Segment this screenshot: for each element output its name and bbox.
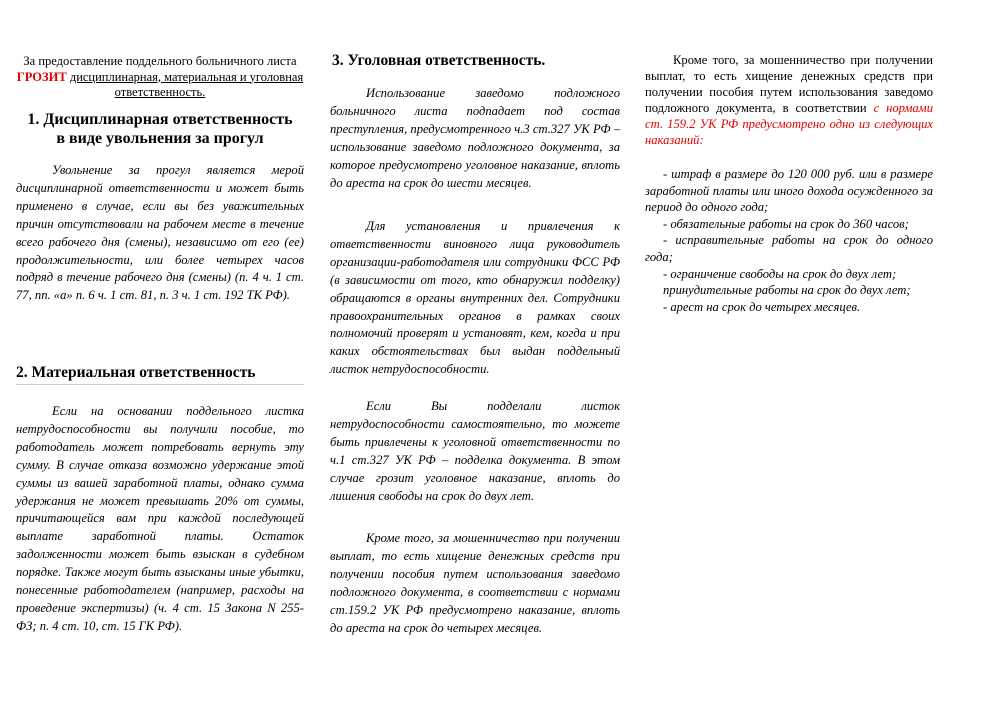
penalty-item: принудительные работы на срок до двух лет; bbox=[663, 283, 911, 298]
penalty-item: - ограничение свободы на срок до двух лет; bbox=[663, 266, 897, 281]
penalty-item: - исправительные работы на срок до одного года; bbox=[645, 233, 933, 264]
section-1-title bbox=[16, 110, 304, 148]
section-3-paragraph-2: Для установления и привлечения к ответственности виновного лица руководитель организации-работодателя или сотрудники ФСС РФ (в зависимости от того, кто обнаружил подделку) обращаются в органы внутренних дел. Сотрудники правоохранительных органов в рамках своих полномочий проверят и установят, кем, когда и при каких обстоятельствах был выдан поддельный листок нетрудоспособности. bbox=[330, 219, 620, 377]
penalty-item: - штраф в размере до 120 000 руб. или в размере заработной платы или иного дохода осужденного за период до одного года; bbox=[645, 167, 933, 215]
section-2-title: 2. Материальная ответственность bbox=[16, 363, 304, 385]
penalty-item: - арест на срок до четырех месяцев. bbox=[663, 299, 861, 314]
penalties-intro-text: Кроме того, за мошенничество при получении выплат, то есть хищение денежных средств при получении пособия путем использования заведомо подложного документа, в соответствии bbox=[645, 53, 933, 115]
penalties-list bbox=[645, 166, 933, 315]
section-2-text: Если на основании поддельного листка нетрудоспособности вы получили пособие, то работодатель может потребовать вернуть эту сумму. В случае отказа возможно удержание этой суммы из вашей заработной платы, однако сумма удержания не может превышать 20% от суммы, причитающейся вам при каждой последующей выплате заработной платы. Остаток задолженности может быть взыскан в судебном порядке. Также могут быть взысканы иные убытки, понесенные работодателем (например, расходы на проведение экспертизы) (ч. 4 ст. 15 Закона N 255-ФЗ; п. 4 ст. 10, ст. 15 ГК РФ). bbox=[16, 404, 304, 633]
penalties-intro bbox=[645, 52, 933, 148]
section-3-title: 3. Уголовная ответственность. bbox=[332, 52, 546, 69]
section-3-paragraph-3: Если Вы подделали листок нетрудоспособности самостоятельно, то можете быть привлечены к уголовной ответственности по ч.1 ст.327 УК РФ – подделка документа. В этом случае грозит уголовное наказание, вплоть до лишения свободы на срок до двух лет. bbox=[330, 399, 620, 503]
penalty-item: - обязательные работы на срок до 360 часов; bbox=[663, 216, 909, 231]
penalties-intro-norm: с нормами ст. 159.2 УК РФ предусмотрено одно из следующих наказаний: bbox=[645, 101, 934, 147]
section-3-paragraph-4: Кроме того, за мошенничество при получении выплат, то есть хищение денежных средств при получении пособия путем использования заведомо подложного документа, в соответствии с нормами ст.159.2 УК РФ предусмотрено наказание, вплоть до ареста на срок до четырех месяцев. bbox=[330, 531, 620, 635]
section-1-text: Увольнение за прогул является мерой дисциплинарной ответственности и может быть применено в случае, если вы без уважительных причин отсутствовали на рабочем месте в течение всего рабочего дня (смены), независимо от его (ее) продолжительности, или более четырех часов подряд в течение рабочего дня (смены) (п. 4 ч. 1 ст. 77, пп. «а» п. 6 ч. 1 ст. 81, п. 3 ч. 1 ст. 192 ТК РФ). bbox=[16, 163, 304, 303]
intro-line: За предоставление поддельного больничного листа bbox=[23, 54, 297, 68]
intro-threat: ГРОЗИТ bbox=[16, 69, 67, 84]
section-1-title-line2: в виде увольнения за прогул bbox=[56, 130, 264, 147]
section-3-paragraph-1: Использование заведомо подложного больничного листа подпадает под состав преступления, предусмотренного ч.3 ст.327 УК РФ – использование заведомо подложного документа, за которое предусмотрено уголовное наказание, вплоть до ареста на срок до шести месяцев. bbox=[330, 86, 620, 190]
section-1-title-line1: 1. Дисциплинарная ответственность bbox=[27, 111, 293, 128]
intro-note bbox=[16, 54, 304, 101]
intro-consequences: дисциплинарная, материальная и уголовная ответственность. bbox=[69, 69, 304, 99]
